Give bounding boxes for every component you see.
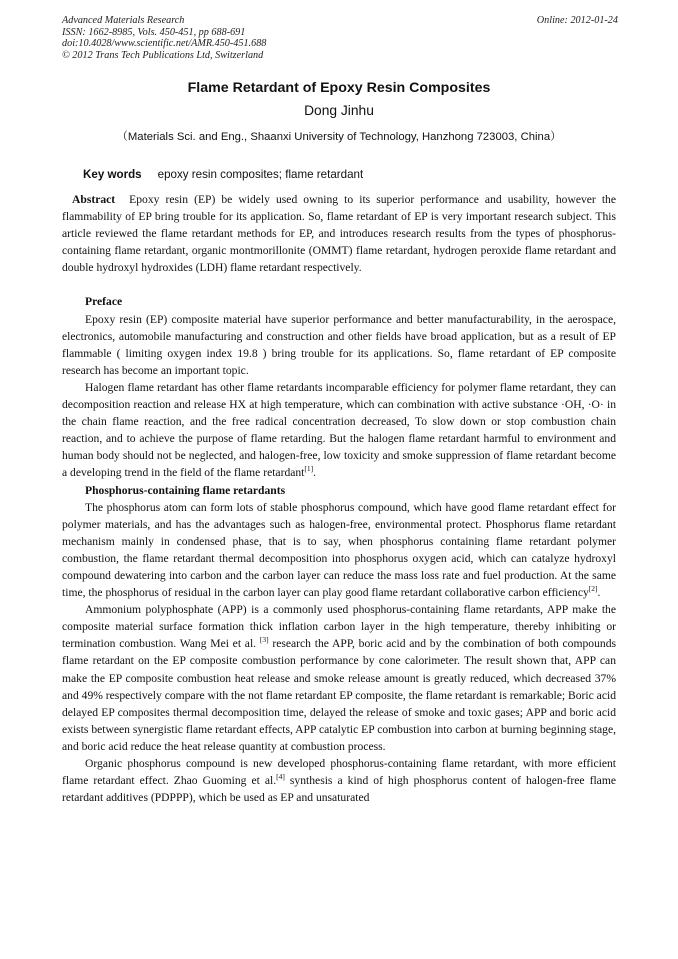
preface-paragraph-1: Epoxy resin (EP) composite material have superior performance and better manufacturability, in the aerospace, electronics, automobile manufacturing and construction and other fields have broad application, but as a result of EP flammable ( limiting oxygen index 19.8 ) bring trouble for its applications. So, flame retardant of EP composite research has become an important topic. [62,312,616,377]
citation-4: [4] [276,772,285,782]
preface-paragraph-2 [62,379,616,482]
phosphorus-paragraph-1-end: . [597,586,601,600]
phosphorus-paragraph-2-text-a: Ammonium polyphosphate (APP) is a commonly used phosphorus-containing flame retardants, APP make the composite material surface formation thick inflation carbon layer in the high temperature, thereby inhibiting or termination combustion. Wang Mei et al. [62,603,616,651]
phosphorus-paragraph-2 [62,601,616,755]
paper-title: Flame Retardant of Epoxy Resin Composites [187,80,491,96]
journal-name: Advanced Materials Research [62,15,185,26]
section-spacer [62,276,616,293]
copyright-line: © 2012 Trans Tech Publications Ltd, Switzerland [62,49,264,61]
phosphorus-heading: Phosphorus-containing flame retardants [85,483,286,497]
keywords-label: Key words [83,168,142,181]
phosphorus-paragraph-1 [62,499,616,602]
abstract-paragraph [62,191,616,276]
keywords-text: epoxy resin composites; flame retardant [157,168,364,181]
paper-body [62,191,616,806]
phosphorus-paragraph-3 [62,755,616,806]
issn-line: ISSN: 1662-8985, Vols. 450-451, pp 688-691 [62,26,246,38]
preface-heading: Preface [85,295,123,309]
abstract-label: Abstract [72,193,116,206]
journal-header [62,15,618,61]
author-affiliation: （Materials Sci. and Eng., Shaanxi University of Technology, Hanzhong 723003, China） [116,131,562,143]
author-name: Dong Jinhu [304,103,374,118]
citation-3: [3] [259,635,269,645]
doi-line: doi:10.4028/www.scientific.net/AMR.450-451.688 [62,38,267,49]
citation-2: [2] [588,584,598,594]
phosphorus-paragraph-2-text-b: research the APP, boric acid and by the combination of both compounds flame retardant on the EP composite combustion performance by cone calorimeter. The result shown that, APP can make the EP composite combustion heat release and smoke release amount is greatly reduced, which decreased 37% and 49% respectively compare with the not flame retardant EP composite, the flame retardant is remarkable; Boric acid delayed EP composites thermal decomposition time, delayed the release of smoke and toxic gases; APP and boric acid exists between synergistic flame retardant effects, APP catalytic EP combustion into carbon at burning beginning stage, and boric acid reduce the heat release quantity at combustion process. [62,637,616,753]
phosphorus-paragraph-3-text-a: Organic phosphorus compound is new developed phosphorus-containing flame retardant, with more efficient flame retardant effect. Zhao Guoming et al. [62,757,616,788]
preface-paragraph-2-end: . [313,466,317,480]
preface-paragraph-2-text: Halogen flame retardant has other flame retardants incomparable efficiency for polymer flame retardant, they can decomposition reaction and release HX at high temperature, which can combination with active substance ·OH, ·O· in the chain flame reaction, and the free radical concentration decreased, To slow down or stop combustion chain reaction, and to achieve the purpose of flame retarding. But the halogen flame retardant harmful to environment and human body should not be neglected, and halogen-free, low toxicity and smoke suppression of flame retardant become a developing trend in the field of the flame retardant [62,380,616,480]
phosphorus-paragraph-1-text: The phosphorus atom can form lots of stable phosphorus compound, which have good flame retardant effect for polymer materials, and has the advantages such as halogen-free, environmental protect. Phosphorus flame retardant mechanism mainly in condensed phase, that is to say, when phosphorus containing flame retardant polymer combustion, the flame retardant thermal decomposition into phosphorus oxygen acid, which can catalyze hydroxyl compound dewatering into carbon and the carbon layer can reduce the mass loss rate and fuel production. At the same time, the phosphorus of residual in the carbon layer can play good flame retardant collaborative carbon efficiency [62,500,616,600]
phosphorus-paragraph-3-text-b: synthesis a kind of high phosphorus content of halogen-free flame retardant additives (PDPPP), which be used as EP and unsaturated [62,774,616,805]
online-date: Online: 2012-01-24 [536,15,618,26]
citation-1: [1] [304,464,314,474]
abstract-text: Epoxy resin (EP) be widely used owning to its superior performance and usability, however the flammability of EP bring trouble for its application. So, flame retardant of EP is very important research subject. This article reviewed the flame retardant methods for EP, and introduces research results from the types of phosphorus-containing flame retardant, organic montmorillonite (OMMT) flame retardant, hydrogen peroxide flame retardant and double hydroxyl hydroxides (LDH) flame retardant respectively. [62,193,616,275]
keywords-line [83,168,363,181]
